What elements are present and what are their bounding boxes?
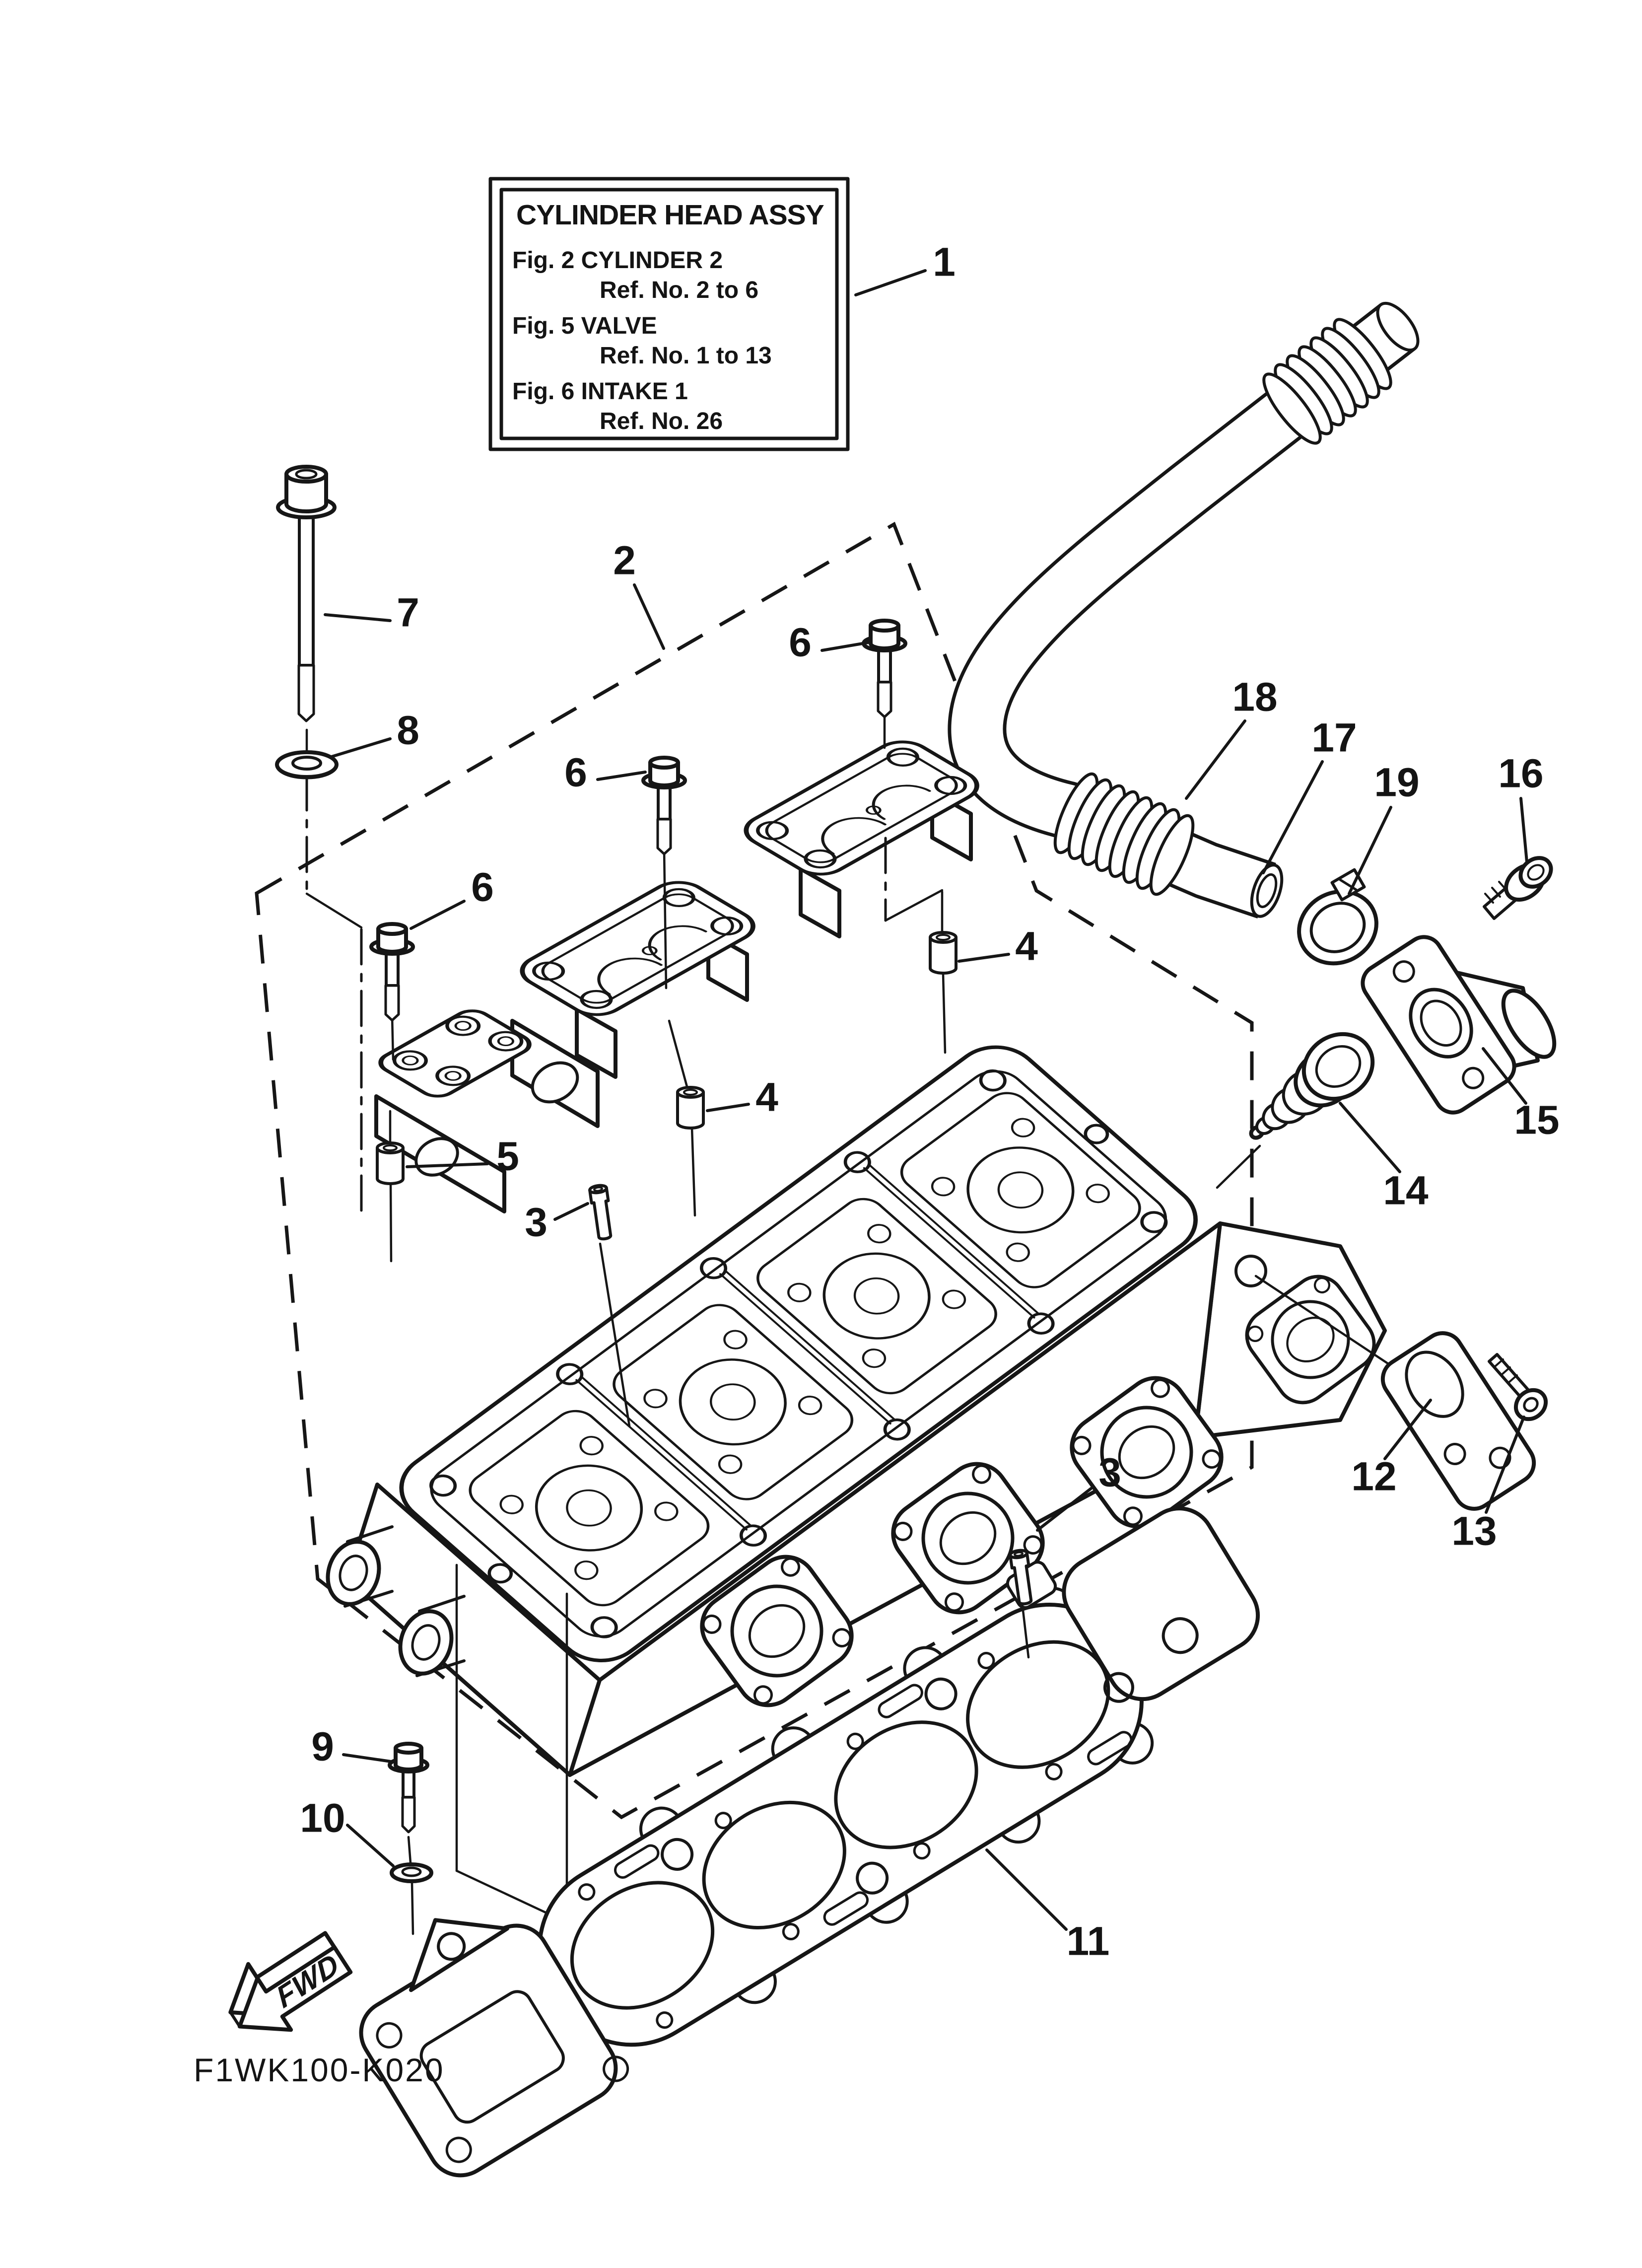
- part-thermostat: [1249, 1021, 1385, 1140]
- part-washer-8: [277, 752, 337, 778]
- part-flange-bolt-6: [864, 621, 905, 717]
- callout-6[interactable]: 6: [471, 864, 494, 910]
- part-long-bolt: [278, 467, 335, 721]
- callout-3[interactable]: 3: [1098, 1450, 1121, 1495]
- part-cam-cap-a: [735, 735, 988, 936]
- info-box-line: Ref. No. 1 to 13: [600, 343, 772, 369]
- part-washer-10: [392, 1864, 431, 1881]
- drawing-code: F1WK100-K020: [194, 2052, 445, 2088]
- info-box-title: CYLINDER HEAD ASSY: [516, 199, 824, 231]
- info-box: [490, 179, 848, 449]
- callout-4[interactable]: 4: [755, 1074, 778, 1120]
- part-cover-plate: [1375, 1326, 1542, 1516]
- fwd-direction-arrow: [213, 1919, 359, 2052]
- callout-11[interactable]: 11: [1066, 1918, 1110, 1964]
- part-bolt-16: [1484, 852, 1557, 919]
- info-box-line: Ref. No. 2 to 6: [600, 277, 759, 303]
- callout-4[interactable]: 4: [1015, 923, 1038, 969]
- callout-19[interactable]: 19: [1374, 760, 1420, 805]
- info-box-line: Ref. No. 26: [600, 408, 723, 434]
- part-cam-cap-b: [511, 876, 764, 1126]
- callout-1[interactable]: 1: [933, 239, 956, 285]
- callout-12[interactable]: 12: [1351, 1454, 1397, 1499]
- part-dowel-pin-4: [678, 1087, 703, 1128]
- callout-6[interactable]: 6: [564, 750, 587, 795]
- callout-3[interactable]: 3: [525, 1200, 547, 1245]
- part-valve-guide-3: [589, 1185, 614, 1240]
- callout-5[interactable]: 5: [496, 1134, 519, 1179]
- callout-9[interactable]: 9: [311, 1724, 334, 1770]
- info-box-line: Fig. 2 CYLINDER 2: [512, 247, 723, 274]
- callout-6[interactable]: 6: [789, 620, 812, 665]
- part-flange-bolt-6: [643, 758, 685, 854]
- callout-8[interactable]: 8: [397, 708, 419, 753]
- callout-16[interactable]: 16: [1498, 751, 1544, 796]
- fwd-arrow-label: FWD: [271, 1946, 344, 2015]
- part-bolt-9: [390, 1744, 427, 1832]
- bolt-threads: [299, 665, 314, 721]
- callout-14[interactable]: 14: [1383, 1168, 1429, 1213]
- part-flange-bolt-6: [371, 924, 413, 1020]
- info-box-line: Fig. 5 VALVE: [512, 313, 657, 339]
- info-box-line: Fig. 6 INTAKE 1: [512, 378, 688, 405]
- part-dowel-pin-5: [377, 1143, 403, 1184]
- part-thermostat-housing: [1356, 930, 1565, 1119]
- callout-7[interactable]: 7: [397, 590, 419, 636]
- part-hose-clamp: [1287, 870, 1389, 977]
- callout-2[interactable]: 2: [613, 538, 636, 583]
- callout-17[interactable]: 17: [1311, 715, 1357, 761]
- callout-13[interactable]: 13: [1451, 1508, 1497, 1554]
- part-breather-hose: [977, 296, 1425, 920]
- callout-15[interactable]: 15: [1514, 1097, 1560, 1143]
- part-dowel-pin-4: [930, 932, 956, 973]
- callout-10[interactable]: 10: [300, 1795, 345, 1841]
- callout-18[interactable]: 18: [1232, 674, 1278, 720]
